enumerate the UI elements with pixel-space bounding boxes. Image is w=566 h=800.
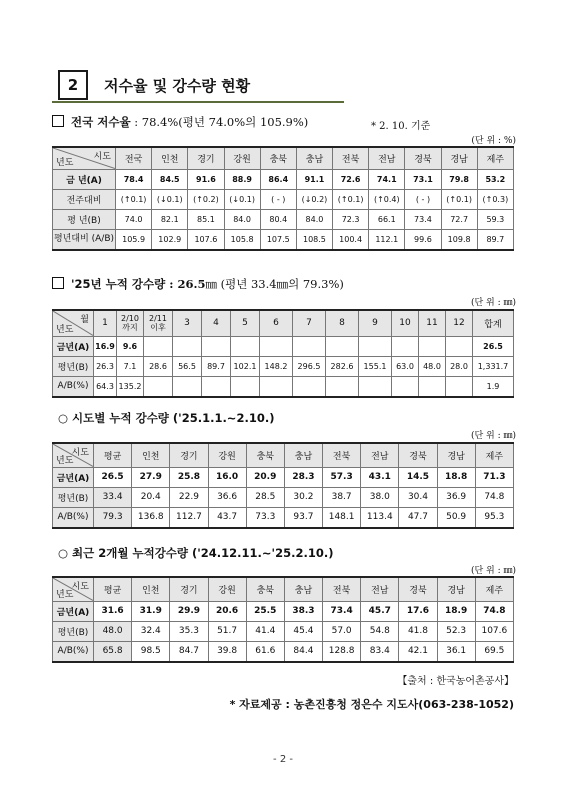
column-header: 전남 — [361, 577, 399, 601]
section-header — [52, 69, 344, 103]
table-corner-header — [53, 147, 116, 169]
table-cell: 25.5 — [246, 601, 284, 621]
table-cell — [392, 336, 419, 356]
table-cell: 32.4 — [132, 621, 170, 641]
table-corner-header — [53, 577, 94, 601]
table-cell: 85.1 — [188, 209, 224, 229]
table-cell: 65.8 — [94, 641, 132, 662]
table-cell: (↑0.1) — [441, 189, 477, 209]
table-row — [53, 467, 514, 487]
table-row — [53, 356, 514, 376]
table-row — [53, 189, 514, 209]
table-cell: 102.9 — [152, 229, 188, 250]
table-cell: 113.4 — [361, 507, 399, 528]
table-cell: 57.0 — [323, 621, 361, 641]
accum-unit: (단 위 : ㎜) — [470, 298, 516, 308]
column-header: 7 — [293, 310, 326, 336]
table-cell: 89.7 — [202, 356, 231, 376]
table-cell: 64.3 — [94, 376, 117, 397]
table-cell: 47.7 — [399, 507, 437, 528]
table-cell: 20.6 — [208, 601, 246, 621]
rate-label: 전국 저수율 — [71, 115, 131, 129]
table-cell: 31.9 — [132, 601, 170, 621]
table-cell: 72.6 — [333, 169, 369, 189]
table-corner-header — [53, 310, 94, 336]
row-label: 금 년(A) — [53, 169, 116, 189]
table-cell: 28.6 — [144, 356, 173, 376]
table-cell: 91.6 — [188, 169, 224, 189]
table-cell — [144, 376, 173, 397]
table-cell: 1.9 — [473, 376, 514, 397]
table-row — [53, 601, 514, 621]
rate-unit: (단 위 : %) — [471, 136, 516, 146]
table-cell: 71.3 — [475, 467, 513, 487]
corner-label-top: 시도 — [71, 448, 89, 458]
row-label: 평 년(B) — [53, 209, 116, 229]
row-label: A/B(%) — [53, 641, 94, 662]
table-cell — [293, 336, 326, 356]
table-cell — [446, 376, 473, 397]
table-cell — [359, 336, 392, 356]
table-cell: 95.3 — [475, 507, 513, 528]
column-header: 경기 — [170, 443, 208, 467]
table-cell — [202, 376, 231, 397]
table-cell: 43.1 — [361, 467, 399, 487]
column-header: 전남 — [369, 147, 405, 169]
table-cell: 105.8 — [224, 229, 260, 250]
row-label: 평년(B) — [53, 621, 94, 641]
regional-rainfall-table — [52, 442, 514, 529]
column-header: 경북 — [399, 443, 437, 467]
section-number: 2 — [58, 70, 88, 100]
table-cell: 26.5 — [94, 467, 132, 487]
table-cell: 86.4 — [260, 169, 296, 189]
column-header: 전북 — [323, 443, 361, 467]
table-cell: 107.6 — [475, 621, 513, 641]
table-cell: 61.6 — [246, 641, 284, 662]
column-header: 합계 — [473, 310, 514, 336]
table-row — [53, 336, 514, 356]
table-cell: 93.7 — [284, 507, 322, 528]
section-title: 저수율 및 강수량 현황 — [104, 76, 251, 95]
table-cell: 35.3 — [170, 621, 208, 641]
table-row — [53, 376, 514, 397]
table-cell: 43.7 — [208, 507, 246, 528]
table-cell: 89.7 — [477, 229, 513, 250]
table-cell — [260, 376, 293, 397]
corner-label-top: 시도 — [93, 152, 111, 162]
table-cell: 73.3 — [246, 507, 284, 528]
table-cell: 66.1 — [369, 209, 405, 229]
column-header: 전북 — [323, 577, 361, 601]
table-cell — [419, 376, 446, 397]
table-cell: ( - ) — [260, 189, 296, 209]
table-cell: 36.6 — [208, 487, 246, 507]
column-header: 10 — [392, 310, 419, 336]
column-header: 9 — [359, 310, 392, 336]
column-header: 충남 — [284, 443, 322, 467]
column-header: 3 — [173, 310, 202, 336]
table-cell: 91.1 — [296, 169, 332, 189]
column-header: 8 — [326, 310, 359, 336]
table-cell: 1,331.7 — [473, 356, 514, 376]
recent-rainfall-table — [52, 576, 514, 663]
table-cell: (↓0.2) — [296, 189, 332, 209]
checkbox-square-icon — [52, 277, 64, 289]
table-cell: 30.2 — [284, 487, 322, 507]
table-cell: 26.3 — [94, 356, 117, 376]
column-header: 강원 — [224, 147, 260, 169]
table-row — [53, 507, 514, 528]
table-cell: 38.3 — [284, 601, 322, 621]
table-cell: 28.5 — [246, 487, 284, 507]
column-header: 충북 — [246, 577, 284, 601]
table-cell — [392, 376, 419, 397]
table-cell: 16.9 — [94, 336, 117, 356]
table-cell: 84.0 — [296, 209, 332, 229]
column-header: 제주 — [475, 577, 513, 601]
table-cell: 36.1 — [437, 641, 475, 662]
table-cell — [359, 376, 392, 397]
column-header: 경기 — [188, 147, 224, 169]
row-label: 금년(A) — [53, 601, 94, 621]
recent-unit: (단 위 : ㎜) — [470, 566, 516, 576]
accum-summary-rest: ㎜ (평년 33.4㎜의 79.3%) — [205, 277, 344, 291]
table-cell: 45.4 — [284, 621, 322, 641]
column-header: 인천 — [152, 147, 188, 169]
table-cell: 100.4 — [333, 229, 369, 250]
table-cell: 108.5 — [296, 229, 332, 250]
table-cell: 27.9 — [132, 467, 170, 487]
table-cell: 36.9 — [437, 487, 475, 507]
table-cell: 59.3 — [477, 209, 513, 229]
table-cell: 18.9 — [437, 601, 475, 621]
row-label: 전주대비 — [53, 189, 116, 209]
table-cell: 84.5 — [152, 169, 188, 189]
table-cell: 74.1 — [369, 169, 405, 189]
table-cell: 84.0 — [224, 209, 260, 229]
table-cell: 18.8 — [437, 467, 475, 487]
table-cell — [231, 336, 260, 356]
table-cell: 148.1 — [323, 507, 361, 528]
table-cell: (↓0.1) — [152, 189, 188, 209]
table-cell: 107.6 — [188, 229, 224, 250]
accum-heading — [52, 276, 344, 292]
table-cell: 39.8 — [208, 641, 246, 662]
row-label: 평년(B) — [53, 356, 94, 376]
table-cell — [173, 336, 202, 356]
table-cell: 83.4 — [361, 641, 399, 662]
table-row — [53, 487, 514, 507]
row-label: 금년(A) — [53, 336, 94, 356]
table-cell: 136.8 — [132, 507, 170, 528]
rate-note: * 2. 10. 기준 — [371, 121, 431, 132]
table-cell: 80.4 — [260, 209, 296, 229]
table-cell — [293, 376, 326, 397]
table-cell: 48.0 — [94, 621, 132, 641]
table-cell: 78.4 — [116, 169, 152, 189]
table-cell: 105.9 — [116, 229, 152, 250]
row-label: 평년(B) — [53, 487, 94, 507]
table-cell: 30.4 — [399, 487, 437, 507]
table-row — [53, 621, 514, 641]
table-cell: (↑0.2) — [188, 189, 224, 209]
column-header: 5 — [231, 310, 260, 336]
table-cell — [260, 336, 293, 356]
column-header: 6 — [260, 310, 293, 336]
table-cell: 22.9 — [170, 487, 208, 507]
table-cell — [202, 336, 231, 356]
column-header: 충남 — [296, 147, 332, 169]
table-cell: 17.6 — [399, 601, 437, 621]
row-label: 평년대비 (A/B) — [53, 229, 116, 250]
table-cell: 135.2 — [117, 376, 144, 397]
column-header: 평균 — [94, 443, 132, 467]
table-cell: 74.8 — [475, 601, 513, 621]
corner-label-bottom: 년도 — [56, 324, 74, 335]
table-cell — [446, 336, 473, 356]
table-cell: 29.9 — [170, 601, 208, 621]
source-note: 【출처 : 한국농어촌공사】 — [397, 676, 514, 687]
table-cell: 54.8 — [361, 621, 399, 641]
column-header: 2/10 까지 — [117, 310, 144, 336]
table-cell: 74.0 — [116, 209, 152, 229]
table-cell: 72.7 — [441, 209, 477, 229]
table-cell: 128.8 — [323, 641, 361, 662]
column-header: 제주 — [475, 443, 513, 467]
table-cell: 79.8 — [441, 169, 477, 189]
column-header: 전남 — [361, 443, 399, 467]
table-corner-header — [53, 443, 94, 467]
table-row — [53, 209, 514, 229]
table-cell — [326, 376, 359, 397]
table-header-row — [53, 443, 514, 467]
accum-summary-value: : 26.5 — [165, 277, 206, 291]
column-header: 경남 — [441, 147, 477, 169]
column-header: 경남 — [437, 443, 475, 467]
rate-summary: : 78.4%(평년 74.0%의 105.9%) — [130, 115, 309, 129]
reservoir-rate-table — [52, 146, 514, 251]
column-header: 경북 — [399, 577, 437, 601]
column-header: 제주 — [477, 147, 513, 169]
corner-label-top: 시도 — [71, 582, 89, 592]
table-cell: 14.5 — [399, 467, 437, 487]
table-cell: 20.4 — [132, 487, 170, 507]
column-header: 강원 — [208, 443, 246, 467]
table-cell: 73.1 — [405, 169, 441, 189]
table-cell: (↑0.1) — [333, 189, 369, 209]
table-cell: 282.6 — [326, 356, 359, 376]
table-cell: 16.0 — [208, 467, 246, 487]
table-cell: 41.8 — [399, 621, 437, 641]
table-cell — [173, 376, 202, 397]
table-cell: 42.1 — [399, 641, 437, 662]
table-cell — [326, 336, 359, 356]
table-cell: 28.3 — [284, 467, 322, 487]
monthly-rainfall-table — [52, 309, 514, 398]
table-cell: 9.6 — [117, 336, 144, 356]
column-header: 충남 — [284, 577, 322, 601]
table-cell: 57.3 — [323, 467, 361, 487]
table-cell: 20.9 — [246, 467, 284, 487]
column-header: 인천 — [132, 577, 170, 601]
table-row — [53, 169, 514, 189]
regional-heading: ○ 시도별 누적 강수량 ('25.1.1.~2.10.) — [58, 411, 275, 425]
table-cell: 84.7 — [170, 641, 208, 662]
column-header: 2/11 이후 — [144, 310, 173, 336]
table-cell: 88.9 — [224, 169, 260, 189]
table-cell: 69.5 — [475, 641, 513, 662]
table-cell: 53.2 — [477, 169, 513, 189]
page-number: - 2 - — [273, 754, 293, 765]
column-header: 4 — [202, 310, 231, 336]
table-cell: 33.4 — [94, 487, 132, 507]
table-header-row — [53, 147, 514, 169]
regional-unit: (단 위 : ㎜) — [470, 431, 516, 441]
table-cell: 99.6 — [405, 229, 441, 250]
corner-label-bottom: 년도 — [56, 455, 74, 466]
table-cell: 72.3 — [333, 209, 369, 229]
table-header-row — [53, 310, 514, 336]
table-cell: 112.1 — [369, 229, 405, 250]
table-cell: (↑0.1) — [116, 189, 152, 209]
table-cell: 50.9 — [437, 507, 475, 528]
checkbox-square-icon — [52, 115, 64, 127]
table-cell: 102.1 — [231, 356, 260, 376]
corner-label-bottom: 년도 — [56, 589, 74, 600]
table-cell: 31.6 — [94, 601, 132, 621]
column-header: 11 — [419, 310, 446, 336]
accum-label: '25년 누적 강수량 — [71, 277, 166, 291]
table-cell: 41.4 — [246, 621, 284, 641]
table-cell: 82.1 — [152, 209, 188, 229]
table-cell: 74.8 — [475, 487, 513, 507]
column-header: 인천 — [132, 443, 170, 467]
table-cell: (↑0.3) — [477, 189, 513, 209]
corner-label-top: 월 — [80, 315, 89, 325]
column-header: 평균 — [94, 577, 132, 601]
table-cell: 107.5 — [260, 229, 296, 250]
table-cell: 38.7 — [323, 487, 361, 507]
column-header: 경남 — [437, 577, 475, 601]
table-cell: 56.5 — [173, 356, 202, 376]
table-cell: (↑0.4) — [369, 189, 405, 209]
table-cell — [144, 336, 173, 356]
table-cell: 52.3 — [437, 621, 475, 641]
table-cell: 148.2 — [260, 356, 293, 376]
table-cell: 38.0 — [361, 487, 399, 507]
table-cell: 155.1 — [359, 356, 392, 376]
table-cell: 7.1 — [117, 356, 144, 376]
table-row — [53, 229, 514, 250]
table-cell: 109.8 — [441, 229, 477, 250]
table-cell: 112.7 — [170, 507, 208, 528]
column-header: 전북 — [333, 147, 369, 169]
table-cell: 79.3 — [94, 507, 132, 528]
table-cell: 26.5 — [473, 336, 514, 356]
row-label: A/B(%) — [53, 507, 94, 528]
column-header: 충북 — [246, 443, 284, 467]
recent-heading: ○ 최근 2개월 누적강수량 ('24.12.11.~'25.2.10.) — [58, 546, 334, 560]
column-header: 충북 — [260, 147, 296, 169]
table-cell: 48.0 — [419, 356, 446, 376]
column-header: 경북 — [405, 147, 441, 169]
table-cell: 25.8 — [170, 467, 208, 487]
table-cell: 73.4 — [405, 209, 441, 229]
table-cell: (↓0.1) — [224, 189, 260, 209]
table-cell: 45.7 — [361, 601, 399, 621]
corner-label-bottom: 년도 — [56, 157, 74, 168]
table-row — [53, 641, 514, 662]
table-header-row — [53, 577, 514, 601]
table-cell: 73.4 — [323, 601, 361, 621]
row-label: A/B(%) — [53, 376, 94, 397]
column-header: 12 — [446, 310, 473, 336]
table-cell: 51.7 — [208, 621, 246, 641]
table-cell: 84.4 — [284, 641, 322, 662]
table-cell — [419, 336, 446, 356]
column-header: 전국 — [116, 147, 152, 169]
column-header: 1 — [94, 310, 117, 336]
data-provider: * 자료제공 : 농촌진흥청 정은수 지도사(063-238-1052) — [229, 698, 514, 711]
column-header: 경기 — [170, 577, 208, 601]
column-header: 강원 — [208, 577, 246, 601]
table-cell: ( - ) — [405, 189, 441, 209]
table-cell — [231, 376, 260, 397]
table-cell: 63.0 — [392, 356, 419, 376]
table-cell: 28.0 — [446, 356, 473, 376]
table-cell: 296.5 — [293, 356, 326, 376]
table-cell: 98.5 — [132, 641, 170, 662]
rate-heading — [52, 114, 308, 130]
row-label: 금년(A) — [53, 467, 94, 487]
